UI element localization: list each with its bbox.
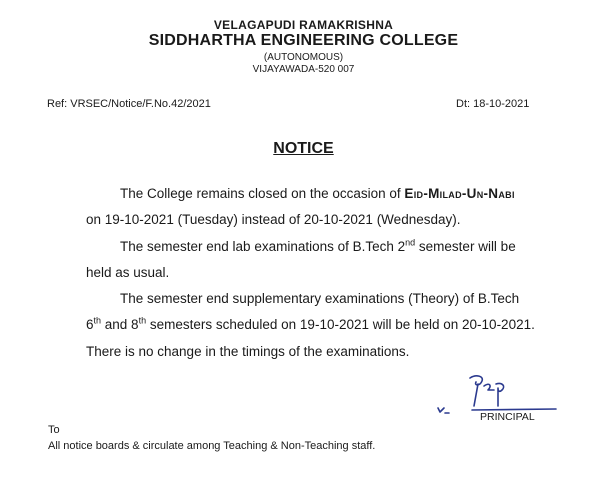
reference-number: Ref: VRSEC/Notice/F.No.42/2021 [47, 98, 211, 110]
occasion-name: Eid-Milad-Un-Nabi [404, 186, 515, 201]
college-address: VIJAYAWADA-520 007 [252, 64, 355, 75]
paragraph-2-line-2: held as usual. [86, 265, 170, 280]
paragraph-3-line-1: The semester end supplementary examinations (Theory) of B.Tech [120, 291, 520, 306]
paragraph-1-line-2: on 19-10-2021 (Tuesday) instead of 20-10-2021 (Wednesday). [86, 212, 461, 227]
paragraph-3-line-2: 6th and 8th semesters scheduled on 19-10-2021 will be held on 20-10-2021. [86, 315, 535, 332]
principal-designation: PRINCIPAL [480, 411, 535, 423]
paragraph-2-line-1: The semester end lab examinations of B.Tech 2nd semester will be [120, 237, 516, 254]
paragraph-1-line-1: The College remains closed on the occasion of Eid-Milad-Un-Nabi [120, 186, 515, 201]
distribution-to: To [48, 424, 60, 436]
college-name: SIDDHARTHA ENGINEERING COLLEGE [148, 32, 459, 49]
distribution-recipients: All notice boards & circulate among Teaching & Non-Teaching staff. [48, 440, 376, 452]
notice-title: NOTICE [273, 140, 334, 157]
notice-date: Dt: 18-10-2021 [456, 98, 530, 110]
paragraph-3-line-3: There is no change in the timings of the examinations. [86, 344, 410, 359]
institution-line: VELAGAPUDI RAMAKRISHNA [213, 18, 394, 32]
autonomous-status: (AUTONOMOUS) [263, 52, 344, 63]
